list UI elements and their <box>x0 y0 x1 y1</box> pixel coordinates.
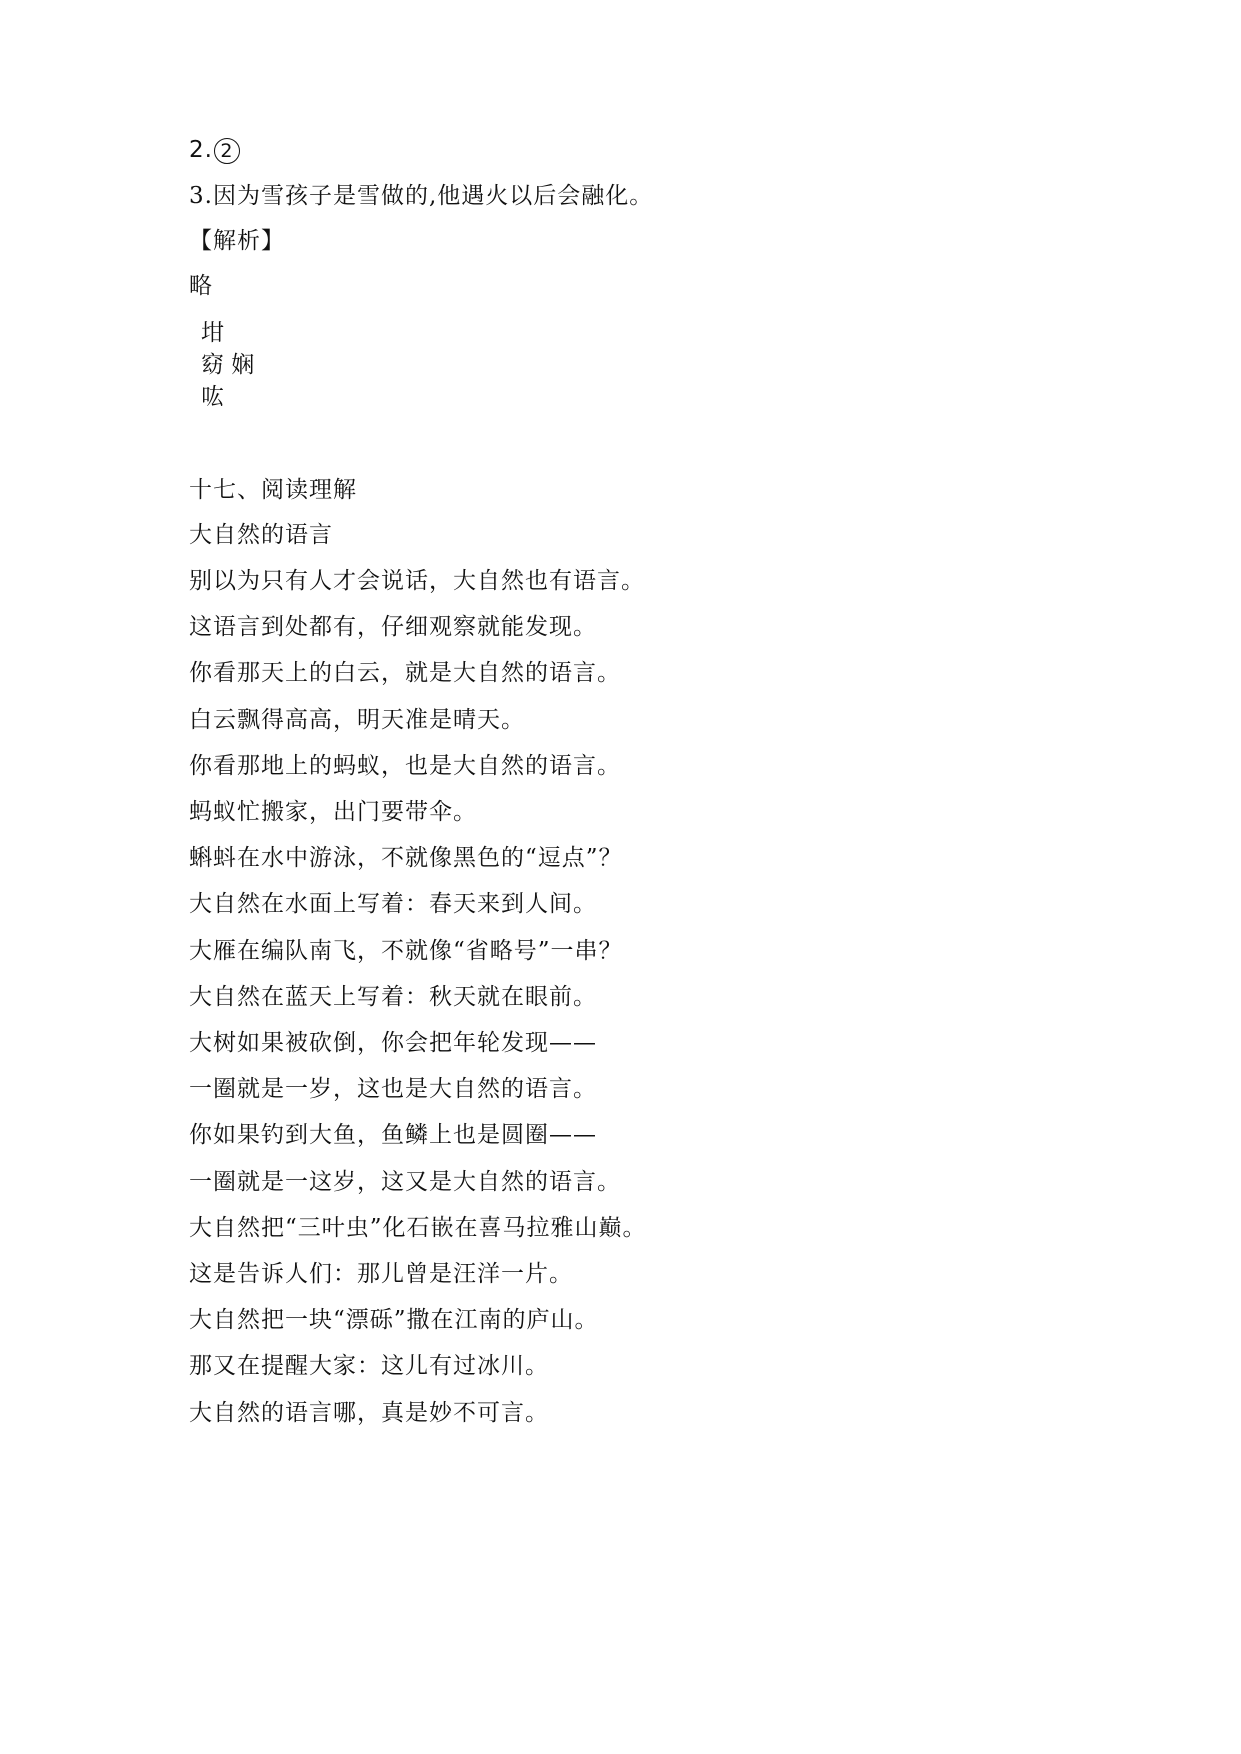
poem-line: 大树如果被砍倒，你会把年轮发现—— <box>189 1030 597 1056</box>
poem-line: 那又在提醒大家：这儿有过冰川。 <box>189 1353 549 1379</box>
poem-line: 这是告诉人们：那儿曾是汪洋一片。 <box>189 1261 573 1287</box>
poem-line: 蚂蚁忙搬家，出门要带伞。 <box>189 799 477 825</box>
poem-line: 白云飘得高高，明天准是晴天。 <box>189 707 525 733</box>
answer-3: 3.因为雪孩子是雪做的,他遇火以后会融化。 <box>189 183 654 209</box>
poem-line: 一圈就是一这岁，这又是大自然的语言。 <box>189 1169 621 1195</box>
analysis-heading: 【解析】 <box>189 228 285 254</box>
answer-2 <box>189 135 240 165</box>
poem-line: 大自然的语言哪，真是妙不可言。 <box>189 1400 549 1426</box>
poem-line: 蝌蚪在水中游泳，不就像黑色的“逗点”？ <box>189 845 623 871</box>
poem-line: 你看那地上的蚂蚁，也是大自然的语言。 <box>189 753 621 779</box>
answer-2-number: 2. <box>189 137 213 163</box>
stray-chars-line-2: 窈 娴 <box>201 352 255 378</box>
poem-line: 大自然在蓝天上写着：秋天就在眼前。 <box>189 984 597 1010</box>
analysis-body: 略 <box>189 273 213 299</box>
poem-line: 大自然把“三叶虫”化石嵌在喜马拉雅山巅。 <box>189 1215 647 1241</box>
section-heading: 十七、阅读理解 <box>189 477 357 503</box>
poem-line: 这语言到处都有，仔细观察就能发现。 <box>189 614 597 640</box>
poem-title: 大自然的语言 <box>189 522 333 548</box>
stray-chars-line-3: 吰 <box>201 384 224 410</box>
poem-line: 大自然把一块“漂砾”撒在江南的庐山。 <box>189 1307 599 1333</box>
document-page <box>189 0 1149 1754</box>
answer-2-circled-choice: 2 <box>214 138 240 164</box>
poem-line: 大自然在水面上写着：春天来到人间。 <box>189 891 597 917</box>
poem-line: 你看那天上的白云，就是大自然的语言。 <box>189 660 621 686</box>
poem-line: 你如果钓到大鱼，鱼鳞上也是圆圈—— <box>189 1122 597 1148</box>
poem-line: 一圈就是一岁，这也是大自然的语言。 <box>189 1076 597 1102</box>
poem-line: 大雁在编队南飞，不就像“省略号”一串？ <box>189 938 623 964</box>
poem-line: 别以为只有人才会说话，大自然也有语言。 <box>189 568 645 594</box>
stray-chars-line-1: 坩 <box>201 320 224 346</box>
